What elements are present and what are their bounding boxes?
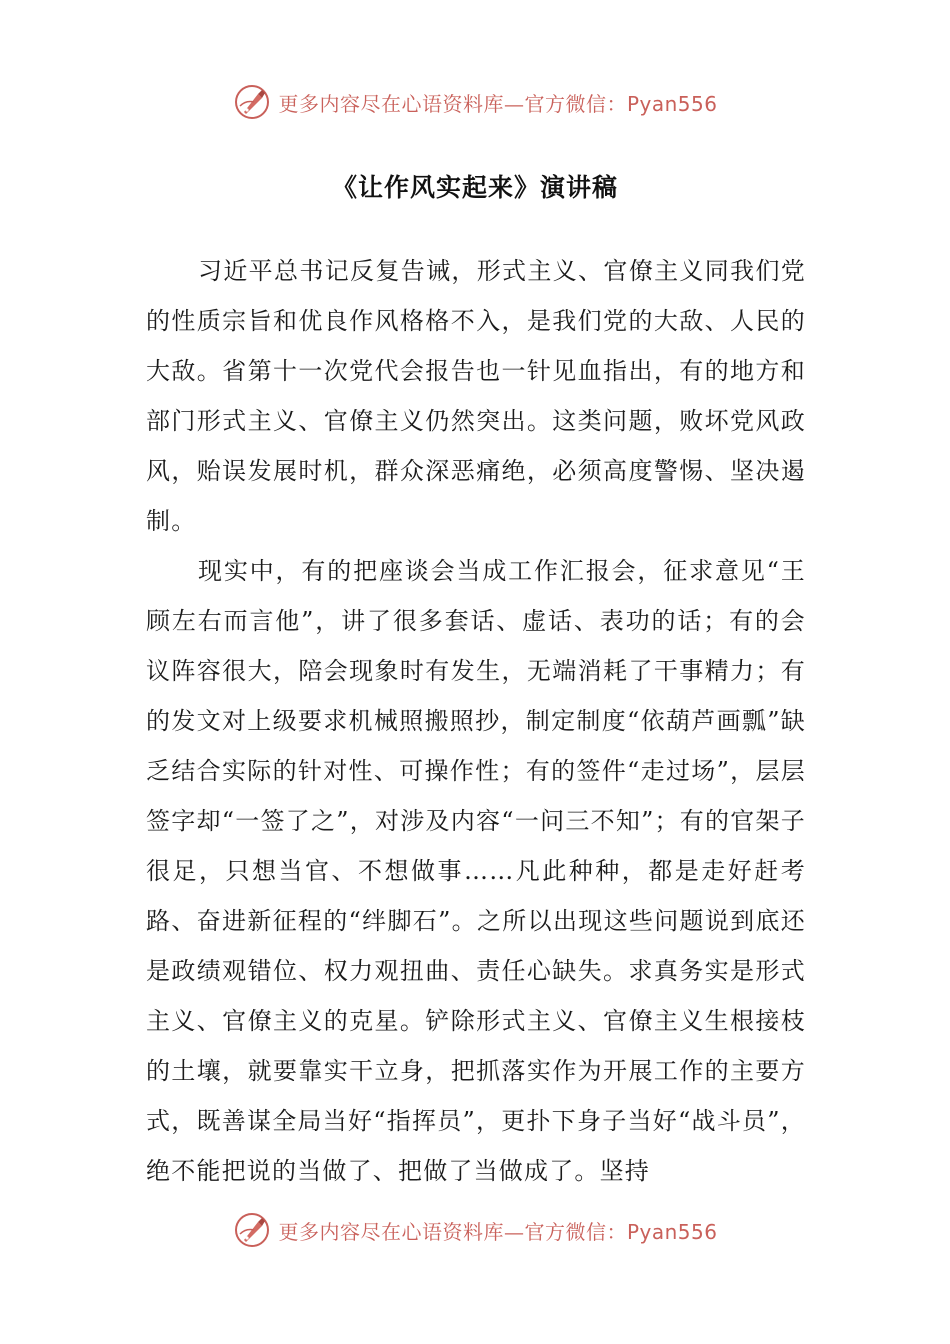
header-banner	[0, 80, 950, 124]
banner-slogan: 更多内容尽在心语资料库—	[278, 91, 525, 116]
page-title: 《让作风实起来》演讲稿	[331, 173, 618, 202]
pen-nib-logo-icon	[232, 1210, 272, 1250]
pen-nib-logo-icon	[232, 82, 272, 122]
banner-wechat: 官方微信：Pyan556	[524, 1219, 718, 1244]
paragraph-2: 现实中，有的把座谈会当成工作汇报会，征求意见“王顾左右而言他”，讲了很多套话、虚话、表功的话；有的会议阵容很大，陪会现象时有发生，无端消耗了干事精力；有的发文对上级要求机械照搬照抄，制定制度“依葫芦画瓢”缺乏结合实际的针对性、可操作性；有的签件“走过场”，层层签字却“一签了之”，对涉及内容“一问三不知”；有的官架子很足，只想当官、不想做事……凡此种种，都是走好赶考路、奋进新征程的“绊脚石”。之所以出现这些问题说到底还是政绩观错位、权力观扭曲、责任心缺失。求真务实是形式主义、官僚主义的克星。铲除形式主义、官僚主义生根接枝的土壤，就要靠实干立身，把抓落实作为开展工作的主要方式，既善谋全局当好“指挥员”，更扑下身子当好“战斗员”，绝不能把说的当做了、把做了当做成了。坚持	[146, 557, 806, 1185]
footer-banner	[0, 1208, 950, 1252]
banner-slogan: 更多内容尽在心语资料库—	[278, 1219, 525, 1244]
document-body	[146, 246, 806, 1196]
banner-text	[278, 88, 717, 117]
banner-wechat: 官方微信：Pyan556	[524, 91, 718, 116]
paragraph-1: 习近平总书记反复告诫，形式主义、官僚主义同我们党的性质宗旨和优良作风格格不入，是我们党的大敌、人民的大敌。省第十一次党代会报告也一针见血指出，有的地方和部门形式主义、官僚主义仍然突出。这类问题，败坏党风政风，贻误发展时机，群众深恶痛绝，必须高度警惕、坚决遏制。	[146, 257, 806, 535]
banner-text	[278, 1216, 717, 1245]
